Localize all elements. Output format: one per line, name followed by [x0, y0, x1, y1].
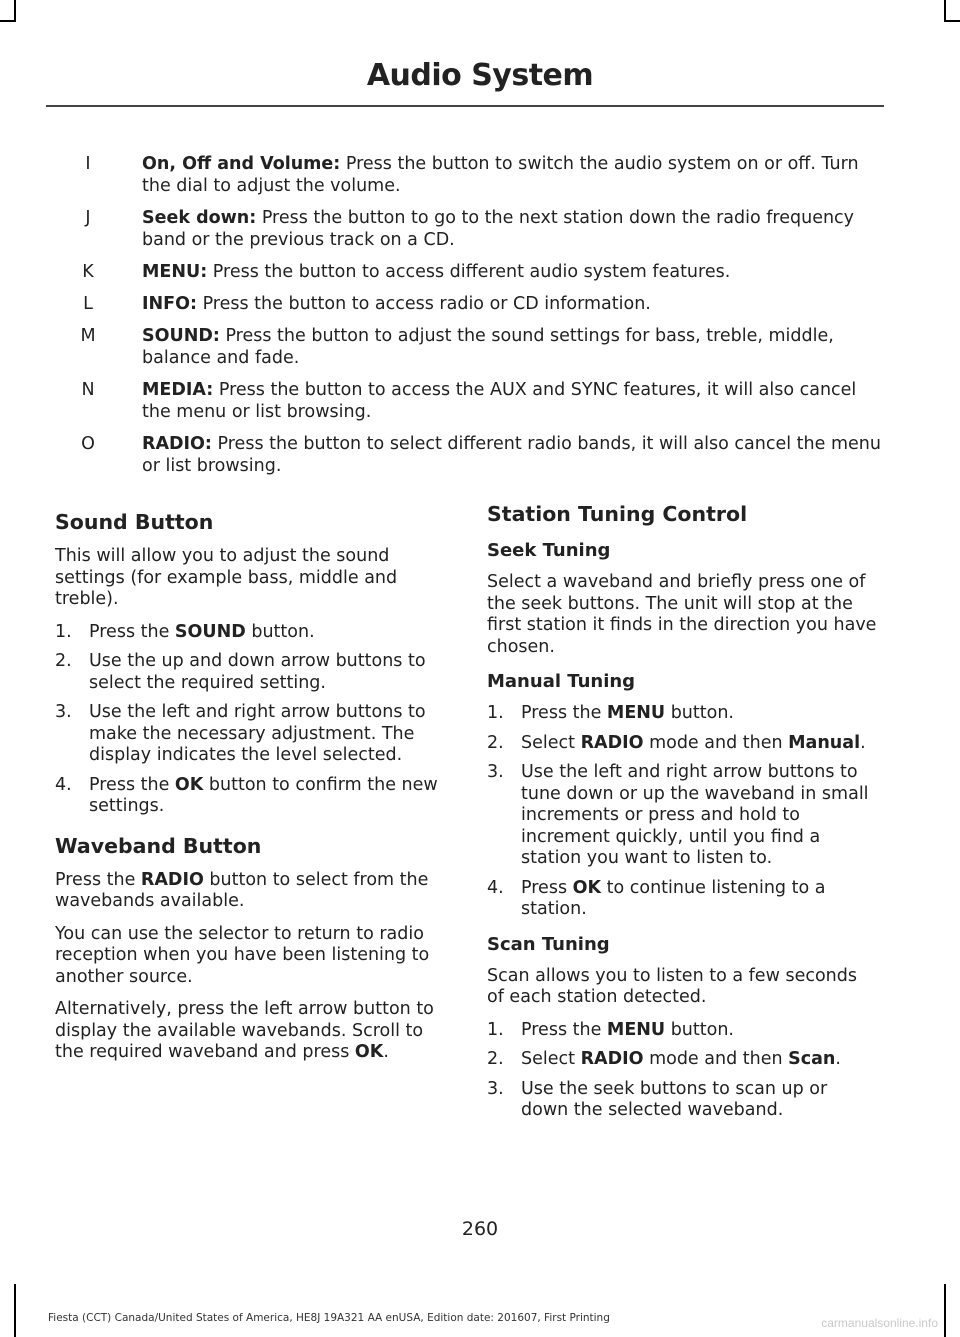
step-text-part: Select [521, 1049, 581, 1069]
seek-tuning-heading: Seek Tuning [487, 540, 611, 561]
list-item [487, 878, 879, 921]
step-number: 3. [55, 702, 72, 722]
list-item [55, 622, 447, 644]
manual-tuning-steps [487, 703, 879, 921]
scan-tuning-steps [487, 1020, 879, 1122]
step-text [89, 702, 447, 767]
station-tuning-heading: Station Tuning Control [487, 502, 748, 526]
step-text-bold: SOUND [174, 621, 246, 642]
step-text-part: button. [665, 703, 734, 723]
step-number: 1. [55, 621, 72, 642]
page-title: Audio System [366, 58, 594, 93]
crop-mark [14, 0, 16, 20]
step-number: 1. [487, 1019, 504, 1040]
step-text [521, 1020, 879, 1042]
edition-footer: Fiesta (CCT) Canada/United States of America, HE8J 19A321 AA enUSA, Edition date: 201607, First Printing [48, 1312, 610, 1324]
step-text-part: Press the [89, 774, 175, 795]
definition-term: INFO: [142, 294, 197, 314]
definition-text: Press the button to select different radio bands, it will also cancel the menu or list browsing. [142, 434, 881, 476]
step-text-bold: MENU [606, 1019, 666, 1040]
step-text [521, 733, 879, 755]
step-text-part: to continue listening to a station. [521, 877, 826, 919]
step-text-part: Select [521, 732, 581, 753]
definition-text: Press the button to access the AUX and SYNC features, it will also cancel the menu or list browsing. [142, 380, 857, 422]
step-text-part: button to confirm the new settings. [89, 774, 438, 816]
seek-tuning-text: Select a waveband and briefly press one of the seek buttons. The unit will stop at the first station it finds in the direction you have chosen. [487, 572, 877, 657]
definition-text: Press the button to go to the next station down the radio frequency band or the previous track on a CD. [142, 208, 855, 250]
step-number: 1. [487, 703, 504, 723]
step-text [521, 703, 879, 725]
page-number: 260 [461, 1218, 499, 1240]
definition-body [142, 433, 882, 477]
right-column [487, 500, 879, 1133]
header-divider [46, 105, 884, 107]
definition-row [70, 325, 890, 369]
waveband-button-heading: Waveband Button [55, 833, 262, 858]
list-item [487, 1079, 879, 1122]
definition-text: Press the button to switch the audio system on or off. Turn the dial to adjust the volume. [142, 154, 859, 196]
step-number: 2. [487, 732, 504, 753]
step-text-part: Use the left and right arrow buttons to tune down or up the waveband in small increments or press and hold to increment quickly, until you find a station you want to listen to. [521, 762, 869, 868]
step-text-part: button. [245, 621, 315, 642]
step-text-part: . [860, 732, 866, 753]
step-text-bold: MENU [606, 703, 666, 723]
watermark: carmanualsonline.info [821, 1316, 938, 1330]
definition-row [70, 379, 890, 423]
definition-text: Press the button to adjust the sound settings for bass, treble, middle, balance and fade. [142, 326, 834, 368]
list-item [55, 775, 447, 818]
waveband-paragraph-3: Alternatively, press the left arrow button to display the available wavebands. Scroll to the required waveband and press OK. [55, 999, 434, 1062]
left-column [55, 508, 447, 1075]
step-text-part: Press the [521, 1019, 607, 1040]
definition-letter: N [81, 380, 95, 400]
definition-term: Seek down: [142, 208, 257, 228]
definition-text: Press the button to access different audio system features. [207, 262, 731, 282]
definition-row [70, 261, 890, 283]
step-text-part: Use the up and down arrow buttons to select the required setting. [89, 651, 426, 693]
definition-row [70, 207, 890, 251]
list-item [487, 703, 879, 725]
list-item [487, 1049, 879, 1071]
definition-term: RADIO: [142, 434, 212, 454]
definition-letter: O [81, 434, 95, 454]
step-text-bold: Manual [788, 732, 861, 753]
step-text [89, 622, 447, 644]
step-text-part: Press the [521, 703, 607, 723]
step-number: 4. [487, 877, 504, 898]
crop-mark [14, 1284, 16, 1337]
list-item [487, 1020, 879, 1042]
definition-letter: I [85, 154, 91, 174]
step-text [89, 775, 447, 818]
step-text-part: Press the [89, 621, 175, 642]
definition-body [142, 207, 882, 251]
waveband-paragraph-2: You can use the selector to return to radio reception when you have been listening to another source. [55, 923, 430, 987]
step-text [521, 878, 879, 921]
definition-body [142, 379, 882, 423]
sound-button-intro: This will allow you to adjust the sound settings (for example bass, middle and treble). [55, 546, 398, 609]
waveband-paragraph-1: Press the RADIO button to select from the wavebands available. [55, 869, 429, 911]
list-item [55, 651, 447, 694]
definition-term: SOUND: [142, 326, 220, 346]
definition-body [142, 261, 882, 283]
scan-tuning-heading: Scan Tuning [487, 933, 610, 955]
definition-term: MENU: [142, 262, 208, 282]
definition-row [70, 433, 890, 477]
definition-body [142, 293, 882, 315]
crop-mark [944, 20, 960, 22]
definition-term: On, Off and Volume: [142, 154, 341, 174]
step-text-part: Use the seek buttons to scan up or down the selected waveband. [521, 1078, 828, 1120]
scan-tuning-text: Scan allows you to listen to a few seconds of each station detected. [487, 965, 857, 1007]
step-text-bold: Scan [788, 1049, 836, 1069]
step-number: 2. [487, 1049, 504, 1069]
sound-button-heading: Sound Button [55, 510, 214, 534]
crop-mark [944, 0, 946, 20]
step-text-part: mode and then [643, 1049, 789, 1069]
step-number: 4. [55, 774, 72, 795]
definition-term: MEDIA: [142, 380, 214, 400]
definition-text: Press the button to access radio or CD information. [197, 294, 651, 314]
list-item [55, 702, 447, 767]
definition-letter: L [83, 294, 93, 314]
definition-list [70, 153, 890, 487]
step-text-part: button. [665, 1019, 734, 1040]
step-text-bold: RADIO [580, 732, 644, 753]
step-text [521, 1079, 879, 1122]
list-item [487, 733, 879, 755]
step-text-bold: OK [174, 774, 204, 795]
step-text-part: Use the left and right arrow buttons to make the necessary adjustment. The display indicates the level selected. [89, 702, 426, 765]
step-text-part: . [835, 1049, 841, 1069]
step-text [89, 651, 447, 694]
crop-mark [944, 1284, 946, 1337]
step-text-bold: RADIO [580, 1049, 644, 1069]
definition-letter: M [80, 326, 96, 346]
definition-row [70, 293, 890, 315]
step-number: 3. [487, 762, 504, 782]
step-text [521, 1049, 879, 1071]
definition-row [70, 153, 890, 197]
definition-letter: K [82, 262, 94, 282]
step-text [521, 762, 879, 870]
definition-body [142, 153, 882, 197]
list-item [487, 762, 879, 870]
step-text-part: Press [521, 877, 573, 898]
step-text-part: mode and then [643, 732, 789, 753]
sound-button-steps [55, 622, 447, 818]
step-number: 2. [55, 651, 72, 671]
manual-tuning-heading: Manual Tuning [487, 671, 636, 692]
step-number: 3. [487, 1078, 504, 1099]
definition-body [142, 325, 882, 369]
crop-mark [0, 20, 16, 22]
definition-letter: J [85, 208, 91, 228]
step-text-bold: OK [572, 877, 602, 898]
